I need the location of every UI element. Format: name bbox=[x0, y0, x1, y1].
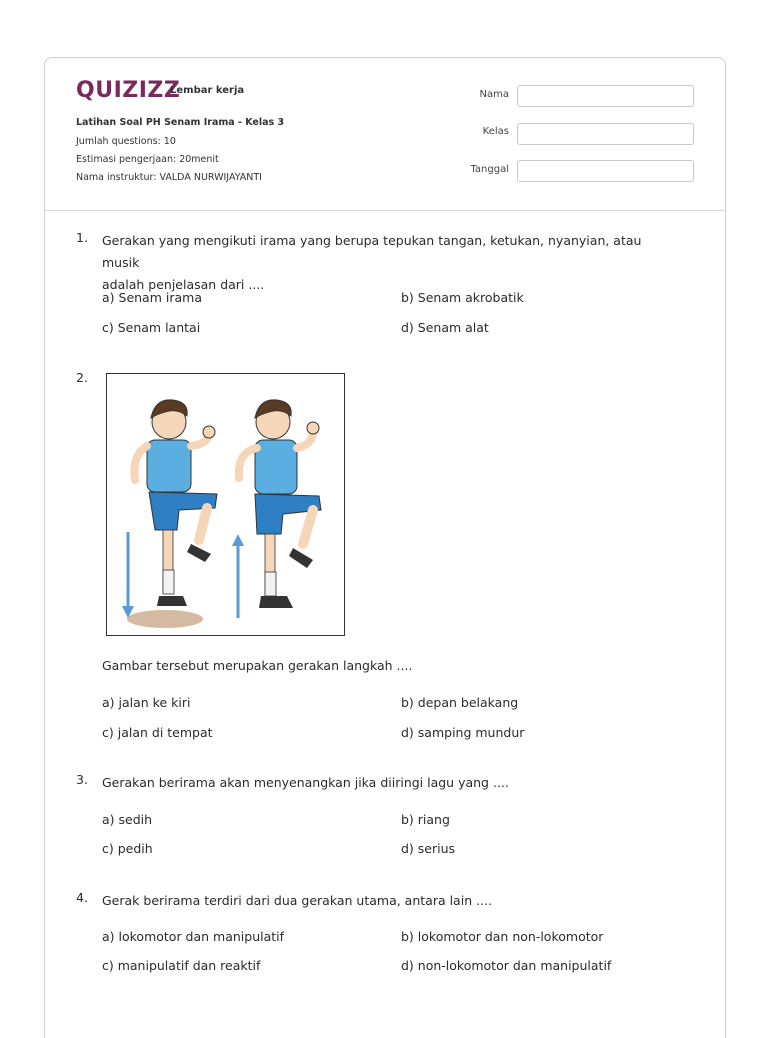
question-2-image bbox=[106, 373, 345, 636]
q3-option-b[interactable]: b) riang bbox=[401, 812, 450, 827]
class-field[interactable] bbox=[517, 123, 694, 145]
question-1-line1: Gerakan yang mengikuti irama yang berupa tepukan tangan, ketukan, nyanyian, atau musik bbox=[102, 233, 642, 270]
worksheet-title: Latihan Soal PH Senam Irama - Kelas 3 bbox=[76, 117, 285, 128]
q2-option-c[interactable]: c) jalan di tempat bbox=[102, 725, 213, 740]
question-1-text bbox=[102, 230, 682, 296]
time-estimate: Estimasi pengerjaan: 20menit bbox=[76, 154, 219, 165]
q1-option-d[interactable]: d) Senam alat bbox=[401, 320, 489, 335]
class-label: Kelas bbox=[482, 126, 509, 137]
sheet-type: Lembar kerja bbox=[170, 85, 245, 96]
q2-option-b[interactable]: b) depan belakang bbox=[401, 695, 519, 710]
question-3-number: 3. bbox=[76, 772, 88, 787]
worksheet-header bbox=[45, 58, 725, 211]
marching-boys-illustration bbox=[107, 374, 344, 635]
q4-option-a[interactable]: a) lokomotor dan manipulatif bbox=[102, 929, 285, 944]
q4-option-c[interactable]: c) manipulatif dan reaktif bbox=[102, 958, 261, 973]
instructor-name: Nama instruktur: VALDA NURWIJAYANTI bbox=[76, 172, 262, 183]
quizizz-logo: QUIZIZZ bbox=[76, 78, 181, 103]
question-1-line2: adalah penjelasan dari .... bbox=[102, 277, 265, 292]
name-label: Nama bbox=[479, 89, 509, 100]
q3-option-d[interactable]: d) serius bbox=[401, 841, 456, 856]
q1-option-c[interactable]: c) Senam lantai bbox=[102, 320, 201, 335]
q2-option-d[interactable]: d) samping mundur bbox=[401, 725, 525, 740]
q3-option-a[interactable]: a) sedih bbox=[102, 812, 153, 827]
question-2-text: Gambar tersebut merupakan gerakan langkah .... bbox=[102, 658, 413, 673]
q3-option-c[interactable]: c) pedih bbox=[102, 841, 153, 856]
question-1-number: 1. bbox=[76, 230, 88, 245]
q2-option-a[interactable]: a) jalan ke kiri bbox=[102, 695, 191, 710]
question-4-number: 4. bbox=[76, 890, 88, 905]
question-2-number: 2. bbox=[76, 370, 88, 385]
question-count: Jumlah questions: 10 bbox=[76, 136, 176, 147]
worksheet bbox=[44, 57, 726, 1038]
question-4-text: Gerak berirama terdiri dari dua gerakan utama, antara lain .... bbox=[102, 893, 492, 908]
q1-option-a[interactable]: a) Senam irama bbox=[102, 290, 202, 305]
q1-option-b[interactable]: b) Senam akrobatik bbox=[401, 290, 524, 305]
date-label: Tanggal bbox=[470, 164, 509, 175]
q4-option-b[interactable]: b) lokomotor dan non-lokomotor bbox=[401, 929, 604, 944]
q4-option-d[interactable]: d) non-lokomotor dan manipulatif bbox=[401, 958, 612, 973]
date-field[interactable] bbox=[517, 160, 694, 182]
name-field[interactable] bbox=[517, 85, 694, 107]
question-3-text: Gerakan berirama akan menyenangkan jika diiringi lagu yang .... bbox=[102, 775, 509, 790]
